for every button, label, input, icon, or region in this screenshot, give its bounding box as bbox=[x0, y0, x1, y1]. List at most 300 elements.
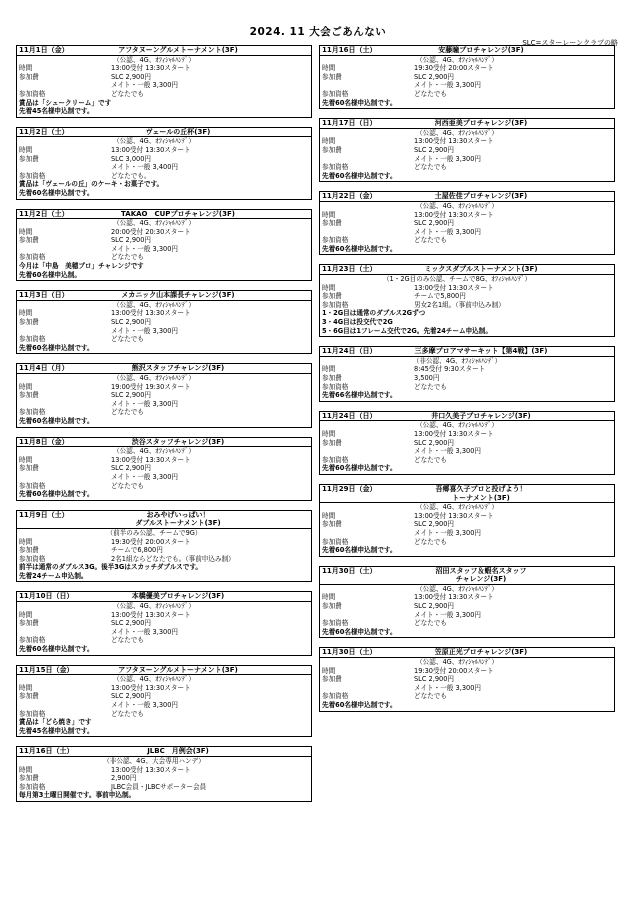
fee-value: メイト・一般 3,300円 bbox=[111, 326, 178, 335]
event-note: 先着60名様申込制です。 bbox=[322, 546, 397, 555]
event-date: 11月30日（土） bbox=[322, 648, 377, 657]
fee-row bbox=[322, 155, 612, 164]
time-label: 時間 bbox=[322, 429, 336, 438]
fee-row bbox=[19, 155, 309, 164]
fee-label: 参加費 bbox=[322, 219, 342, 228]
event-date: 11月4日（月） bbox=[19, 364, 69, 373]
event-name: 渋谷スタッフチャレンジ(3F) bbox=[131, 437, 225, 446]
event-card bbox=[319, 484, 615, 557]
event-note: 今月は「中島 美穂プロ」チャレンジです bbox=[19, 262, 144, 271]
qual-value: どなたでも bbox=[111, 481, 144, 490]
fee-row bbox=[322, 219, 612, 228]
fee-label: 参加費 bbox=[322, 72, 342, 81]
qual-value: どなたでも。 bbox=[111, 171, 151, 180]
event-name: 本橋優美プロチャレンジ(3F) bbox=[131, 592, 225, 601]
event-header bbox=[320, 119, 614, 129]
time-row bbox=[19, 383, 309, 392]
qual-value: 2名1組ならどなたでも。（事前申込み制） bbox=[111, 554, 235, 563]
time-value: 13:00受付 13:30スタート bbox=[111, 683, 191, 692]
qual-label: 参加資格 bbox=[19, 782, 46, 791]
time-row bbox=[19, 538, 309, 547]
event-header bbox=[17, 46, 311, 56]
event-name: 河西亜美プロチャレンジ(3F) bbox=[434, 119, 528, 128]
event-date: 11月1日（金） bbox=[19, 46, 69, 54]
event-conditions: （公認、4G、ｵﾌｨｼｬﾙﾊﾝﾃﾞ） bbox=[113, 219, 195, 228]
fee-value: SLC 2,900円 bbox=[111, 692, 152, 701]
event-header bbox=[17, 592, 311, 602]
event-card bbox=[16, 363, 312, 427]
event-name: 井口久美子プロチャレンジ(3F) bbox=[431, 411, 531, 420]
fee-value: 2,900円 bbox=[111, 774, 137, 783]
qual-row bbox=[19, 253, 309, 262]
event-date: 11月17日（日） bbox=[322, 119, 377, 128]
event-card bbox=[16, 510, 312, 583]
time-label: 時間 bbox=[19, 765, 33, 774]
event-note: 先着60名様申込制です。 bbox=[19, 188, 94, 197]
fee-label: 参加費 bbox=[19, 318, 39, 327]
time-label: 時間 bbox=[322, 137, 336, 146]
fee-label: 参加費 bbox=[19, 546, 39, 555]
event-note: 先着60名様申込制です。 bbox=[19, 645, 94, 654]
qual-label: 参加資格 bbox=[19, 481, 46, 490]
time-row bbox=[322, 211, 612, 220]
qual-label: 参加資格 bbox=[322, 236, 349, 245]
page-subtitle: SLC=スターレーンクラブの略 bbox=[522, 39, 618, 47]
event-name: TAKAO CUPプロチャレンジ(3F) bbox=[121, 209, 235, 218]
time-value: 13:00受付 13:30スタート bbox=[414, 593, 494, 602]
qual-label: 参加資格 bbox=[322, 300, 349, 309]
qual-row bbox=[322, 383, 612, 392]
fee-value: メイト・一般 3,300円 bbox=[111, 472, 178, 481]
event-note: 先着60名様申込制です。 bbox=[19, 343, 94, 352]
fee-spacer bbox=[19, 327, 111, 336]
event-note: 先着60名様申込制です。 bbox=[322, 627, 397, 636]
time-label: 時間 bbox=[19, 537, 33, 546]
event-header bbox=[320, 265, 614, 275]
event-note: 前半は通常のダブルス3G。後半3Gはスカッチダブルスです。 bbox=[19, 563, 202, 572]
event-name: メカニック山本課長チャレンジ(3F) bbox=[121, 291, 235, 300]
event-card bbox=[319, 264, 615, 337]
qual-value: JLBC会員・JLBCサポーター会員 bbox=[111, 782, 207, 791]
fee-value: SLC 2,900円 bbox=[111, 619, 152, 628]
fee-row bbox=[322, 228, 612, 237]
qual-value: どなたでも bbox=[111, 89, 144, 98]
time-label: 時間 bbox=[19, 145, 33, 154]
event-header bbox=[320, 46, 614, 56]
qual-row bbox=[322, 538, 612, 547]
fee-row bbox=[19, 628, 309, 637]
fee-row bbox=[19, 774, 309, 783]
fee-spacer bbox=[19, 163, 111, 172]
event-conditions: （公認、4G、ｵﾌｨｼｬﾙﾊﾝﾃﾞ） bbox=[113, 602, 195, 611]
time-row bbox=[322, 64, 612, 73]
event-conditions: （公認、4G、ｵﾌｨｼｬﾙﾊﾝﾃﾞ） bbox=[416, 201, 498, 210]
time-value: 20:00受付 20:30スタート bbox=[111, 227, 191, 236]
event-header bbox=[17, 364, 311, 374]
time-label: 時間 bbox=[322, 64, 336, 73]
fee-row bbox=[322, 81, 612, 90]
qual-value: どなたでも bbox=[414, 455, 447, 464]
fee-value: メイト・一般 3,300円 bbox=[414, 683, 481, 692]
time-value: 13:00受付 13:30スタート bbox=[111, 765, 191, 774]
event-card bbox=[319, 118, 615, 182]
event-note: 先着24チーム申込制。 bbox=[19, 571, 88, 580]
event-note: 先着60名様申込制です。 bbox=[322, 171, 397, 180]
fee-spacer bbox=[322, 447, 414, 456]
time-row bbox=[322, 593, 612, 602]
event-card bbox=[319, 647, 615, 711]
event-note: 先着66名様申込制です。 bbox=[322, 391, 397, 400]
fee-value: メイト・一般 3,300円 bbox=[414, 81, 481, 90]
time-value: 13:00受付 13:30スタート bbox=[414, 283, 494, 292]
event-note: 先着45名様申込制です。 bbox=[19, 107, 94, 116]
fee-row bbox=[19, 318, 309, 327]
fee-value: チームで6,800円 bbox=[111, 546, 163, 555]
time-row bbox=[19, 309, 309, 318]
fee-value: SLC 3,000円 bbox=[111, 154, 152, 163]
time-row bbox=[19, 456, 309, 465]
time-label: 時間 bbox=[19, 455, 33, 464]
qual-label: 参加資格 bbox=[322, 455, 349, 464]
event-date: 11月3日（日） bbox=[19, 291, 69, 300]
qual-row bbox=[19, 710, 309, 719]
event-conditions: （公認、4G、ｵﾌｨｼｬﾙﾊﾝﾃﾞ） bbox=[416, 421, 498, 430]
event-note: 1・2G目は通常のダブルス2Gずつ bbox=[322, 309, 426, 318]
fee-value: SLC 2,900円 bbox=[414, 145, 455, 154]
fee-label: 参加費 bbox=[19, 464, 39, 473]
event-conditions: （1・2G目のみ公認、チームで8G、ｵﾌｨｼｬﾙﾊﾝﾃﾞ） bbox=[382, 275, 532, 284]
fee-row bbox=[19, 619, 309, 628]
fee-row bbox=[19, 163, 309, 172]
qual-value: どなたでも bbox=[111, 709, 144, 718]
event-card bbox=[319, 45, 615, 109]
time-value: 13:00受付 13:30スタート bbox=[111, 309, 191, 318]
event-note: 賞品は「どら焼き」です bbox=[19, 718, 92, 727]
fee-value: メイト・一般 3,300円 bbox=[414, 528, 481, 537]
event-note: 賞品は「シュークリーム」です bbox=[19, 98, 112, 107]
fee-value: メイト・一般 3,300円 bbox=[111, 244, 178, 253]
qual-value: どなたでも bbox=[111, 335, 144, 344]
event-name: アフタヌーングルメトーナメント(3F) bbox=[118, 46, 238, 54]
fee-value: SLC 2,900円 bbox=[414, 72, 455, 81]
time-row bbox=[19, 684, 309, 693]
time-value: 13:00受付 13:30スタート bbox=[111, 610, 191, 619]
fee-value: メイト・一般 3,300円 bbox=[414, 154, 481, 163]
fee-spacer bbox=[322, 611, 414, 620]
time-label: 時間 bbox=[322, 593, 336, 602]
event-header bbox=[17, 438, 311, 448]
event-date: 11月23日（土） bbox=[322, 265, 377, 274]
qual-row bbox=[19, 90, 309, 99]
fee-row bbox=[322, 520, 612, 529]
time-value: 13:00受付 13:30スタート bbox=[414, 511, 494, 520]
qual-label: 参加資格 bbox=[322, 619, 349, 628]
fee-label: 参加費 bbox=[19, 391, 39, 400]
time-value: 13:00受付 13:30スタート bbox=[414, 137, 494, 146]
event-date: 11月16日（土） bbox=[19, 747, 74, 756]
qual-value: どなたでも bbox=[414, 89, 447, 98]
fee-label: 参加費 bbox=[322, 675, 342, 684]
time-row bbox=[322, 512, 612, 521]
event-name: 熊沢スタッフチャレンジ(3F) bbox=[131, 364, 225, 373]
event-name: 三多摩プロアマサーキット【第4戦】(3F) bbox=[414, 347, 548, 356]
event-date: 11月10日（日） bbox=[19, 592, 74, 601]
fee-value: チームで5,800円 bbox=[414, 292, 466, 301]
qual-label: 参加資格 bbox=[19, 335, 46, 344]
time-label: 時間 bbox=[322, 365, 336, 374]
event-header bbox=[320, 567, 614, 585]
event-header bbox=[17, 291, 311, 301]
time-label: 時間 bbox=[322, 511, 336, 520]
time-value: 19:30受付 20:00スタート bbox=[414, 64, 494, 73]
fee-row bbox=[322, 529, 612, 538]
event-note: 先着60名様申込制です。 bbox=[322, 464, 397, 473]
left-column bbox=[16, 45, 312, 811]
event-note: 先着60名様申込制です。 bbox=[322, 701, 397, 709]
event-card bbox=[16, 290, 312, 354]
event-date: 11月24日（日） bbox=[322, 347, 377, 356]
event-date: 11月2日（土） bbox=[19, 209, 69, 218]
event-conditions: （公認、4G、ｵﾌｨｼｬﾙﾊﾝﾃﾞ） bbox=[113, 137, 195, 146]
fee-label: 参加費 bbox=[19, 774, 39, 783]
event-card bbox=[319, 191, 615, 255]
event-conditions: （公認、4G、ｵﾌｨｼｬﾙﾊﾝﾃﾞ） bbox=[113, 675, 195, 684]
fee-label: 参加費 bbox=[322, 145, 342, 154]
qual-label: 参加資格 bbox=[19, 253, 46, 262]
fee-value: メイト・一般 3,300円 bbox=[414, 227, 481, 236]
fee-value: SLC 2,900円 bbox=[111, 391, 152, 400]
fee-label: 参加費 bbox=[322, 292, 342, 301]
fee-value: メイト・一般 3,300円 bbox=[414, 447, 481, 456]
fee-label: 参加費 bbox=[322, 520, 342, 529]
fee-row bbox=[322, 439, 612, 448]
time-value: 19:30受付 20:00スタート bbox=[414, 666, 494, 675]
event-date: 11月29日（金） bbox=[322, 484, 377, 493]
fee-row bbox=[19, 400, 309, 409]
event-conditions: （公認、4G、ｵﾌｨｼｬﾙﾊﾝﾃﾞ） bbox=[113, 447, 195, 456]
qual-label: 参加資格 bbox=[322, 382, 349, 391]
qual-row bbox=[322, 619, 612, 628]
event-header bbox=[320, 648, 614, 658]
event-card bbox=[16, 45, 312, 118]
fee-value: SLC 2,900円 bbox=[414, 219, 455, 228]
qual-label: 参加資格 bbox=[322, 89, 349, 98]
fee-spacer bbox=[19, 81, 111, 90]
event-header bbox=[320, 192, 614, 202]
fee-row bbox=[322, 146, 612, 155]
time-label: 時間 bbox=[322, 210, 336, 219]
fee-value: SLC 2,900円 bbox=[111, 318, 152, 327]
qual-row bbox=[322, 90, 612, 99]
event-date: 11月24日（日） bbox=[322, 411, 377, 420]
event-note: 5・6G目は1フレーム交代で2G。先着24チーム申込制。 bbox=[322, 326, 492, 335]
fee-row bbox=[19, 391, 309, 400]
fee-spacer bbox=[19, 473, 111, 482]
fee-row bbox=[19, 81, 309, 90]
event-conditions: （公認、4G、ｵﾌｨｼｬﾙﾊﾝﾃﾞ） bbox=[113, 374, 195, 382]
qual-label: 参加資格 bbox=[19, 554, 46, 563]
event-date: 11月15日（金） bbox=[19, 665, 74, 674]
qual-label: 参加資格 bbox=[19, 408, 46, 417]
event-note: 先着60名様申込制です。 bbox=[322, 244, 397, 253]
fee-label: 参加費 bbox=[19, 72, 39, 81]
fee-label: 参加費 bbox=[322, 602, 342, 611]
fee-spacer bbox=[322, 529, 414, 538]
event-conditions: （公認、4G、ｵﾌｨｼｬﾙﾊﾝﾃﾞ） bbox=[416, 55, 498, 64]
event-name: 土屋佐佳プロチャレンジ(3F) bbox=[434, 192, 528, 201]
right-column bbox=[319, 45, 615, 721]
time-label: 時間 bbox=[19, 610, 33, 619]
fee-value: 3,500円 bbox=[414, 374, 440, 382]
time-value: 13:00受付 13:30スタート bbox=[414, 210, 494, 219]
event-name: おみやげいっぱい！ ダブルストーナメント(3F) bbox=[135, 510, 221, 528]
qual-row bbox=[322, 236, 612, 245]
time-label: 時間 bbox=[19, 309, 33, 318]
time-row bbox=[322, 284, 612, 293]
qual-value: どなたでも bbox=[414, 692, 447, 701]
event-header bbox=[320, 485, 614, 503]
event-card bbox=[319, 411, 615, 475]
event-conditions: （公認、4G、ｵﾌｨｼｬﾙﾊﾝﾃﾞ） bbox=[113, 55, 195, 64]
fee-row bbox=[19, 701, 309, 710]
qual-label: 参加資格 bbox=[322, 692, 349, 701]
event-card bbox=[16, 665, 312, 738]
time-value: 13:00受付 13:30スタート bbox=[111, 145, 191, 154]
fee-row bbox=[19, 327, 309, 336]
qual-value: どなたでも bbox=[414, 163, 447, 172]
event-conditions: （非公認、4G、大会専用ハンデ） bbox=[103, 756, 205, 765]
fee-label: 参加費 bbox=[19, 236, 39, 245]
time-label: 時間 bbox=[19, 683, 33, 692]
event-date: 11月9日（土） bbox=[19, 510, 69, 519]
qual-value: どなたでも bbox=[414, 236, 447, 245]
fee-row bbox=[322, 684, 612, 693]
event-conditions: （前半のみ公認、チームで9G） bbox=[106, 528, 202, 537]
qual-value: どなたでも bbox=[414, 537, 447, 546]
event-name: ヴェールの丘杯(3F) bbox=[145, 127, 211, 136]
fee-label: 参加費 bbox=[19, 692, 39, 701]
fee-value: SLC 2,900円 bbox=[414, 602, 455, 611]
event-conditions: （公認、4G、ｵﾌｨｼｬﾙﾊﾝﾃﾞ） bbox=[113, 300, 195, 309]
fee-value: メイト・一般 3,400円 bbox=[111, 163, 178, 172]
fee-label: 参加費 bbox=[322, 438, 342, 447]
event-name: 沼田スタッフ＆蝦名スタッフ チャレンジ(3F) bbox=[435, 566, 527, 584]
time-label: 時間 bbox=[19, 64, 33, 73]
qual-value: どなたでも bbox=[111, 636, 144, 645]
time-label: 時間 bbox=[19, 382, 33, 391]
fee-row bbox=[322, 611, 612, 620]
fee-value: メイト・一般 3,300円 bbox=[111, 399, 178, 408]
fee-value: メイト・一般 3,300円 bbox=[111, 81, 178, 90]
qual-row bbox=[322, 163, 612, 172]
qual-row bbox=[322, 692, 612, 701]
event-card bbox=[319, 566, 615, 639]
time-row bbox=[322, 137, 612, 146]
fee-row bbox=[19, 245, 309, 254]
time-label: 時間 bbox=[322, 283, 336, 292]
fee-row bbox=[19, 546, 309, 555]
qual-row bbox=[19, 335, 309, 344]
time-value: 8:45受付 9:30スタート bbox=[414, 365, 486, 374]
time-row bbox=[322, 365, 612, 374]
event-name: アフタヌーングルメトーナメント(3F) bbox=[118, 665, 238, 674]
time-row bbox=[322, 667, 612, 676]
fee-label: 参加費 bbox=[19, 154, 39, 163]
event-card bbox=[16, 127, 312, 200]
fee-spacer bbox=[322, 228, 414, 237]
fee-row bbox=[322, 447, 612, 456]
event-name: ミックスダブルストーナメント(3F) bbox=[424, 265, 538, 274]
time-row bbox=[19, 766, 309, 775]
event-conditions: （公認、4G、ｵﾌｨｼｬﾙﾊﾝﾃﾞ） bbox=[416, 584, 498, 593]
event-card bbox=[319, 346, 615, 402]
time-row bbox=[19, 146, 309, 155]
event-card bbox=[16, 746, 312, 802]
event-header bbox=[17, 128, 311, 138]
time-value: 13:00受付 13:30スタート bbox=[111, 455, 191, 464]
event-name: JLBC 月例会(3F) bbox=[147, 747, 209, 756]
fee-value: メイト・一般 3,300円 bbox=[111, 701, 178, 709]
time-value: 19:30受付 20:00スタート bbox=[111, 537, 191, 546]
fee-row bbox=[19, 473, 309, 482]
fee-row bbox=[322, 292, 612, 301]
qual-row bbox=[19, 482, 309, 491]
event-date: 11月2日（土） bbox=[19, 127, 69, 136]
qual-value: どなたでも bbox=[111, 408, 144, 417]
event-date: 11月30日（土） bbox=[322, 566, 377, 575]
event-note: 賞品は「ヴェールの丘」のケーキ・お菓子です。 bbox=[19, 180, 164, 189]
time-label: 時間 bbox=[19, 227, 33, 236]
event-conditions: （非公認、4G、ｵﾌｨｼｬﾙﾊﾝﾃﾞ） bbox=[412, 356, 502, 365]
event-card bbox=[16, 591, 312, 655]
fee-value: SLC 2,900円 bbox=[414, 675, 455, 684]
event-name: 安藤瞳プロチャレンジ(3F) bbox=[438, 46, 524, 54]
event-header bbox=[17, 511, 311, 529]
time-row bbox=[322, 430, 612, 439]
event-date: 11月22日（金） bbox=[322, 192, 377, 201]
fee-value: SLC 2,900円 bbox=[111, 72, 152, 81]
qual-value: 男女2名1組。（事前申込み制） bbox=[414, 300, 505, 309]
event-header bbox=[320, 412, 614, 422]
event-card bbox=[16, 209, 312, 282]
fee-spacer bbox=[322, 81, 414, 90]
event-note: 毎月第3土曜日開催です。事前申込制。 bbox=[19, 791, 136, 800]
fee-value: SLC 2,900円 bbox=[414, 520, 455, 529]
event-note: 先着60名様申込制です。 bbox=[19, 416, 94, 425]
time-label: 時間 bbox=[322, 666, 336, 675]
event-note: 先着45名様申込制です。 bbox=[19, 726, 94, 735]
qual-label: 参加資格 bbox=[19, 171, 46, 180]
qual-label: 参加資格 bbox=[19, 709, 46, 718]
event-header bbox=[17, 666, 311, 676]
event-note: 先着60名様申込制。 bbox=[19, 270, 81, 279]
event-header bbox=[17, 210, 311, 220]
fee-value: SLC 2,900円 bbox=[111, 236, 152, 245]
event-conditions: （公認、4G、ｵﾌｨｼｬﾙﾊﾝﾃﾞ） bbox=[416, 128, 498, 137]
fee-value: SLC 2,900円 bbox=[111, 464, 152, 473]
event-card bbox=[16, 437, 312, 501]
event-conditions: （公認、4G、ｵﾌｨｼｬﾙﾊﾝﾃﾞ） bbox=[416, 658, 498, 667]
qual-value: どなたでも bbox=[111, 253, 144, 262]
fee-row bbox=[19, 692, 309, 701]
qual-row bbox=[19, 408, 309, 417]
fee-value: メイト・一般 3,300円 bbox=[111, 627, 178, 636]
page-title: 2024. 11 大会ごあんない bbox=[249, 26, 387, 38]
time-row bbox=[19, 611, 309, 620]
event-note: 先着60名様申込制です。 bbox=[19, 490, 94, 499]
event-note: 先着60名様申込制です。 bbox=[322, 98, 397, 107]
qual-value: どなたでも bbox=[414, 619, 447, 628]
